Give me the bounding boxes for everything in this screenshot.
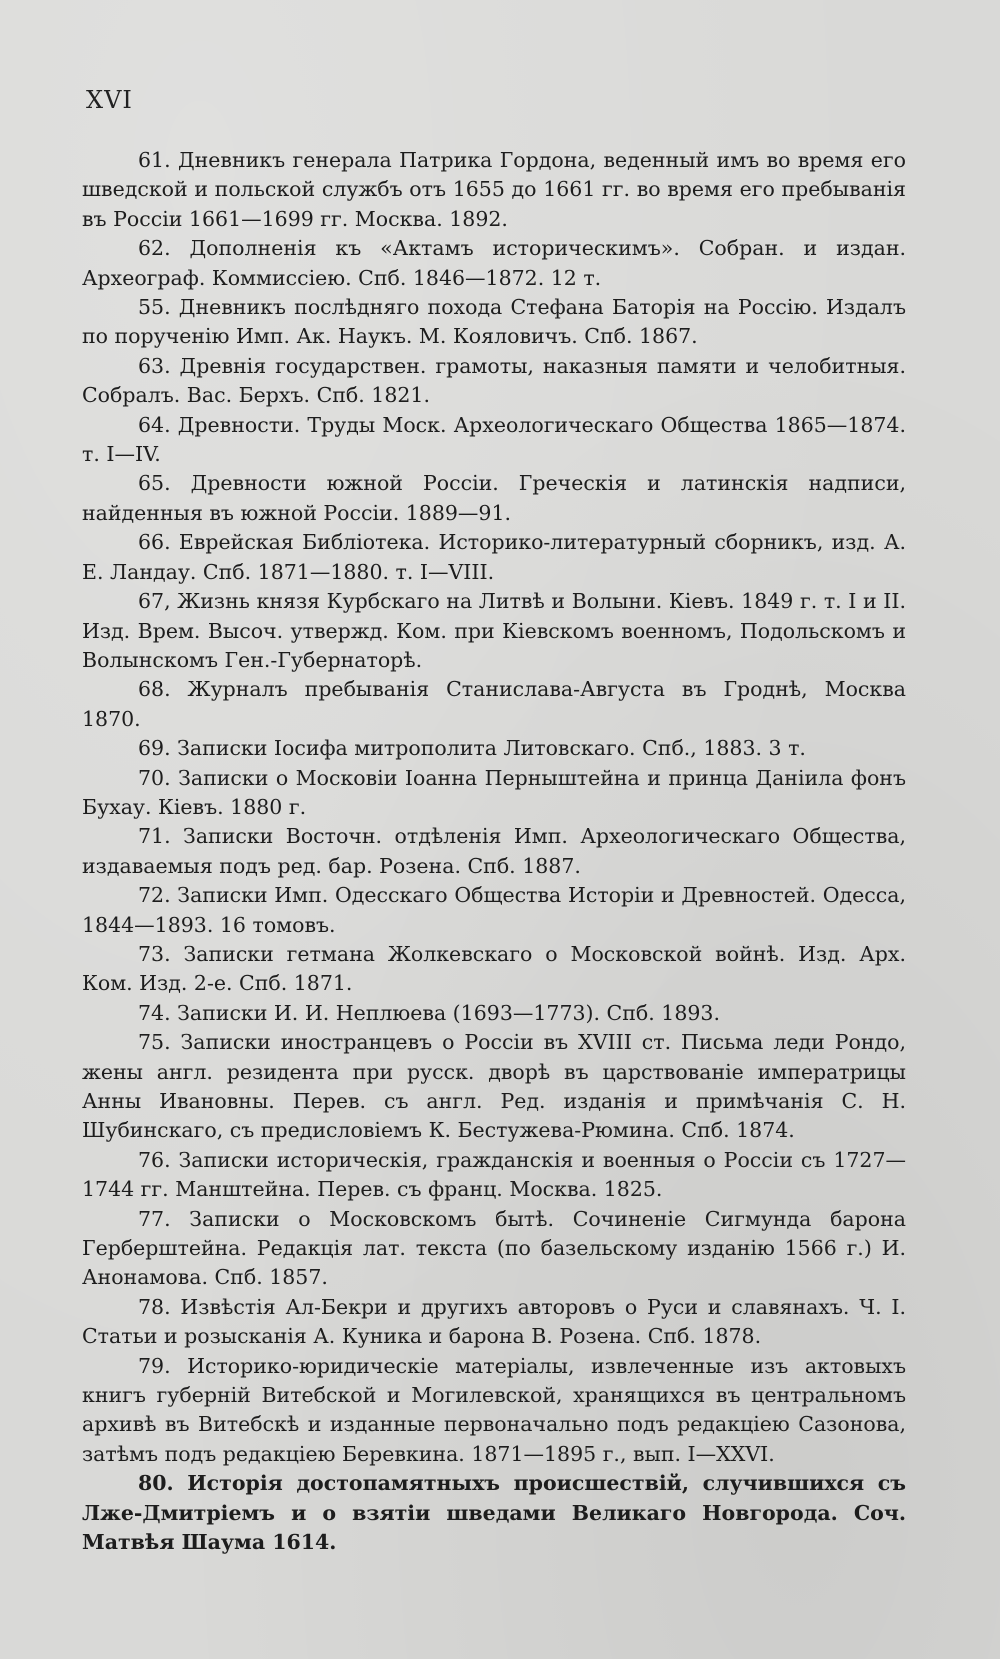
bibliography-entry: 68. Журналъ пребыванія Станислава-Августа въ Гроднѣ, Москва 1870. <box>82 677 906 731</box>
bibliography-entry: 77. Записки о Московскомъ бытѣ. Сочиненіе Сигмунда барона Герберштейна. Редакція лат. текста (по базельскому изданію 1566 г.) И. Анонамова. Спб. 1857. <box>82 1206 906 1290</box>
bibliography-entry: 74. Записки И. И. Неплюева (1693—1773). Спб. 1893. <box>138 1000 720 1025</box>
bibliography-entry: 71. Записки Восточн. отдѣленія Имп. Археологическаго Общества, издаваемыя подъ ред. бар. Розена. Спб. 1887. <box>82 824 906 878</box>
bibliography-list <box>82 146 906 1558</box>
bibliography-entry: 80. Исторія достопамятныхъ происшествій, случившихся съ Лже-Дмитріемъ и о взятіи шведами Великаго Новгорода. Соч. Матвѣя Шаума 1614. <box>82 1471 906 1555</box>
page-number: XVI <box>86 86 133 114</box>
bibliography-entry: 75. Записки иностранцевъ о Россіи въ XVIII ст. Письма леди Рондо, жены англ. резидента при русск. дворѣ въ царствованіе императрицы Анны Ивановны. Перев. съ англ. Ред. изданія и примѣчанія С. Н. Шубинскаго, съ предисловіемъ К. Бестужева-Рюмина. Спб. 1874. <box>82 1030 906 1143</box>
bibliography-entry: 69. Записки Іосифа митрополита Литовскаго. Спб., 1883. 3 т. <box>138 736 806 761</box>
bibliography-entry: 55. Дневникъ послѣдняго похода Стефана Баторія на Россію. Издалъ по порученію Имп. Ак. Наукъ. М. Кояловичъ. Спб. 1867. <box>82 295 906 349</box>
bibliography-entry: 61. Дневникъ генерала Патрика Гордона, веденный имъ во время его шведской и польской службъ отъ 1655 до 1661 гг. во время его пребыванія въ Россіи 1661—1699 гг. Москва. 1892. <box>82 148 906 231</box>
bibliography-entry: 76. Записки историческія, гражданскія и военныя о Россіи съ 1727—1744 гг. Манштейна. Перев. съ франц. Москва. 1825. <box>82 1147 906 1202</box>
bibliography-entry: 66. Еврейская Библіотека. Историко-литературный сборникъ, изд. А. Е. Ландау. Спб. 1871—1880. т. I—VIII. <box>82 530 906 584</box>
bibliography-entry: 79. Историко-юридическіе матеріалы, извлеченные изъ актовыхъ книгъ губерній Витебской и Могилевской, хранящихся въ центральномъ архивѣ въ Витебскѣ и изданные первоначально подъ редакціею Сазонова, затѣмъ подъ редакціею Беревкина. 1871—1895 г., вып. I—XXVI. <box>82 1353 906 1466</box>
bibliography-entry: 67, Жизнь князя Курбскаго на Литвѣ и Волыни. Кіевъ. 1849 г. т. I и II. Изд. Врем. Высоч. утвержд. Ком. при Кіевскомъ военномъ, Подольскомъ и Волынскомъ Ген.-Губернаторѣ. <box>82 589 906 672</box>
bibliography-entry: 70. Записки о Московіи Іоанна Перныштейна и принца Даніила фонъ Бухау. Кіевъ. 1880 г. <box>82 765 906 819</box>
bibliography-entry: 73. Записки гетмана Жолкевскаго о Московской войнѣ. Изд. Арх. Ком. Изд. 2-е. Спб. 1871. <box>82 941 906 996</box>
bibliography-entry: 63. Древнія государствен. грамоты, наказныя памяти и челобитныя. Собралъ. Вас. Берхъ. Спб. 1821. <box>82 353 906 408</box>
bibliography-entry: 62. Дополненія къ «Актамъ историческимъ». Собран. и издан. Археограф. Коммиссіею. Спб. 1846—1872. 12 т. <box>82 236 906 290</box>
bibliography-entry: 72. Записки Имп. Одесскаго Общества Исторіи и Древностей. Одесса, 1844—1893. 16 томовъ. <box>82 883 906 937</box>
bibliography-entry: 65. Древности южной Россіи. Греческія и латинскія надписи, найденныя въ южной Россіи. 1889—91. <box>82 471 906 525</box>
bibliography-entry: 64. Древности. Труды Моск. Археологическаго Общества 1865—1874. т. I—IV. <box>82 412 906 467</box>
bibliography-entry: 78. Извѣстія Ал-Бекри и другихъ авторовъ о Руси и славянахъ. Ч. I. Статьи и розысканія А. Куника и барона В. Розена. Спб. 1878. <box>82 1294 906 1349</box>
